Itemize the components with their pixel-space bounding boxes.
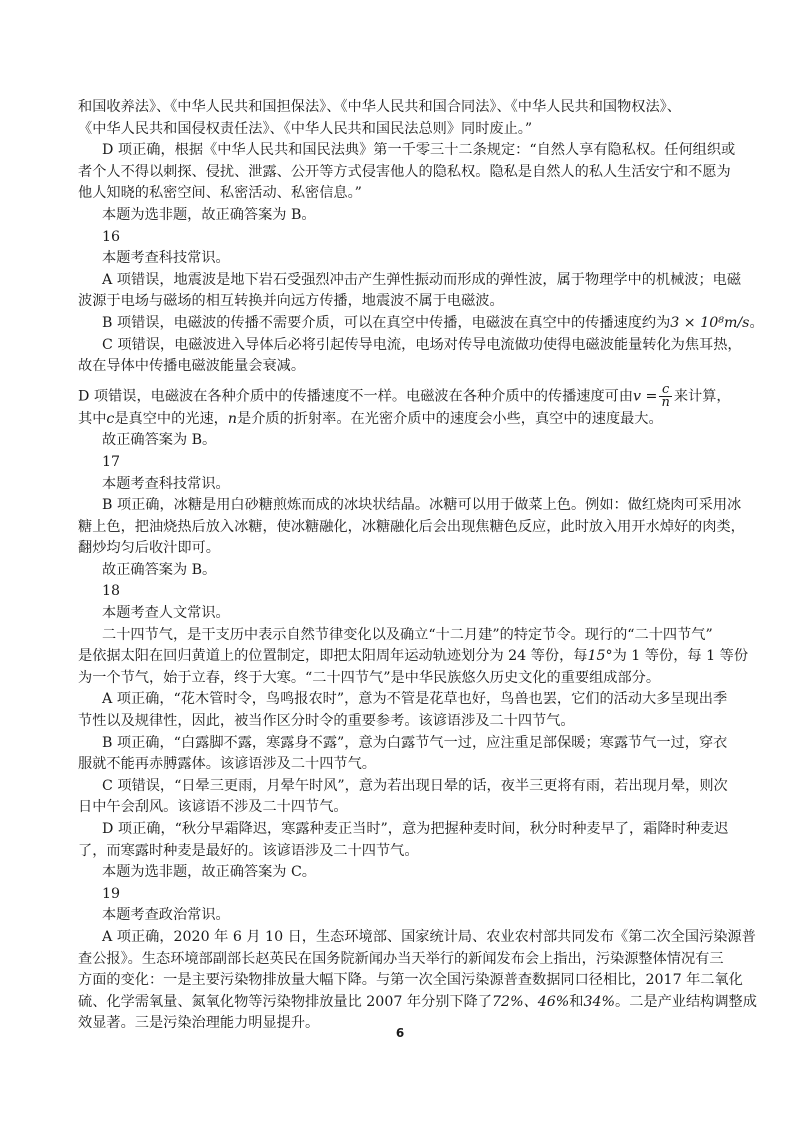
text-line: A 项错误，地震波是地下岩石受强烈冲击产生弹性振动而形成的弹性波，属于物理学中的机械波；电磁	[102, 271, 742, 288]
text-segment: 。二是产业结构调整成	[615, 993, 757, 1010]
text-line: A 项正确，“花木管时令，鸟鸣报农时”，意为不管是花草也好，鸟兽也罢，它们的活动大多呈现出季	[102, 691, 728, 708]
text-line: B 项正确，“白露脚不露，寒露身不露”，意为白露节气一过，应注重足部保暖；寒露节气一过，穿衣	[102, 734, 728, 751]
page-number: 6	[395, 1026, 405, 1040]
text-line: 本题为选非题，故正确答案为 C。	[102, 864, 316, 881]
fraction-denominator: n	[661, 394, 670, 410]
math-percent-1: 72%、	[492, 993, 538, 1010]
text-line	[78, 313, 764, 335]
text-line: 他人知晓的私密空间、私密活动、私密信息。”	[78, 185, 362, 202]
text-line: 本题考查人文常识。	[102, 605, 230, 622]
question-number: 17	[102, 453, 121, 470]
text-line: 服就不能再赤膊露体。该谚语涉及二十四节气。	[78, 756, 376, 773]
text-line: 节性以及规律性，因此，被当作区分时令的重要参考。该谚语涉及二十四节气。	[78, 713, 575, 730]
text-line: 故正确答案为 B。	[102, 432, 217, 449]
text-line	[78, 992, 757, 1014]
text-segment: 硫、化学需氧量、氮氧化物等污染物排放量比 2007 年分别下降了	[78, 993, 493, 1010]
text-line: D 项正确，根据《中华人民共和国民法典》第一千零三十二条规定：“自然人享有隐私权。任何组织或	[102, 142, 736, 159]
text-line: 《中华人民共和国侵权责任法》、《中华人民共和国民法总则》同时废止。”	[78, 120, 533, 137]
text-line: 效显著。三是污染治理能力明显提升。	[78, 1015, 320, 1032]
text-line: A 项正确，2020 年 6 月 10 日，生态环境部、国家统计局、农业农村部共同发布《第二次全国污染源普	[102, 928, 756, 945]
text-segment: D 项错误，电磁波在各种介质中的传播速度不一样。电磁波在各种介质中的传播速度可由	[78, 388, 634, 405]
math-fraction	[659, 381, 671, 410]
text-line: 二十四节气，是干支历中表示自然节律变化以及确立“十二月建”的特定节令。现行的“二十四节气”	[102, 626, 713, 643]
question-number: 18	[102, 583, 121, 600]
text-line: B 项正确，冰糖是用白砂糖煎炼而成的冰块状结晶。冰糖可以用于做菜上色。例如：做红烧肉可采用冰	[102, 497, 742, 514]
math-degree: 15°	[587, 648, 613, 665]
math-n: n	[227, 410, 237, 427]
text-line: 翻炒均匀后收汁即可。	[78, 540, 220, 557]
math-v-eq: v =	[633, 388, 658, 405]
text-line: 方面的变化：一是主要污染物排放量大幅下降。与第一次全国污染源普查数据同口径相比，2017 年二氧化	[78, 972, 743, 989]
text-line: 故在导体中传播电磁波能量会衰减。	[78, 358, 306, 375]
math-speed: 3 × 10⁸m/s	[670, 314, 750, 331]
text-line: 糖上色，把油烧热后放入冰糖，使冰糖融化，冰糖融化后会出现焦糖色反应，此时放入用开水焯好的肉类，	[78, 518, 745, 535]
text-line: 日中午会刮风。该谚语不涉及二十四节气。	[78, 799, 348, 816]
text-line: 为一个节气，始于立春，终于大寒。“二十四节气”是中华民族悠久历史文化的重要组成部分。	[78, 669, 661, 686]
fraction-numerator: c	[659, 384, 671, 397]
text-line	[78, 409, 726, 431]
text-line: 了，而寒露时种麦是最好的。该谚语涉及二十四节气。	[78, 842, 419, 859]
text-segment: 是真空中的光速，	[114, 410, 228, 427]
text-segment: 是依据太阳在回归黄道上的位置制定，即把太阳周年运动轨迹划分为 24 等份，每	[78, 648, 588, 665]
question-number: 19	[102, 885, 121, 902]
text-line: 和国收养法》、《中华人民共和国担保法》、《中华人民共和国合同法》、《中华人民共和国物权法》、	[78, 99, 681, 115]
math-c: c	[106, 410, 115, 427]
text-line	[78, 381, 731, 410]
text-line: 故正确答案为 B。	[102, 561, 217, 578]
text-line: 本题考查科技常识。	[102, 250, 230, 267]
text-segment: 其中	[78, 410, 107, 427]
text-segment: 为 1 等份，每 1 等份	[612, 648, 749, 665]
question-number: 16	[102, 228, 121, 245]
text-line: 波源于电场与磁场的相互转换并向远方传播，地震波不属于电磁波。	[78, 293, 504, 310]
text-segment: 是介质的折射率。在光密介质中的速度会小些，真空中的速度最大。	[237, 410, 663, 427]
math-percent-3: 34%	[583, 993, 616, 1010]
text-line	[78, 646, 749, 668]
text-line: 本题考查科技常识。	[102, 475, 230, 492]
text-line: 本题为选非题，故正确答案为 B。	[102, 206, 316, 223]
text-segment: 。	[749, 314, 764, 331]
text-segment: 和	[569, 993, 584, 1010]
document-body	[78, 97, 764, 1035]
text-line: 本题考查政治常识。	[102, 907, 230, 924]
text-line: C 项错误，“日晕三更雨，月晕午时风”，意为若出现日晕的话，夜半三更将有雨，若出现月晕，则次	[102, 777, 728, 794]
text-segment: B 项错误，电磁波的传播不需要介质，可以在真空中传播，电磁波在真空中的传播速度约为	[102, 314, 671, 331]
math-percent-2: 46%	[537, 993, 570, 1010]
text-line: 者个人不得以刺探、侵扰、泄露、公开等方式侵害他人的隐私权。隐私是自然人的私人生活安宁和不愿为	[78, 163, 731, 180]
text-line: C 项错误，电磁波进入导体后必将引起传导电流，电场对传导电流做功使得电磁波能量转化为焦耳热，	[102, 336, 742, 353]
text-line: 查公报》。生态环境部副部长赵英民在国务院新闻办当天举行的新闻发布会上指出，污染源整体情况有三	[78, 950, 724, 967]
text-segment: 来计算，	[673, 388, 731, 405]
text-line: D 项正确，“秋分早霜降迟，寒露种麦正当时”，意为把握种麦时间，秋分时种麦早了，霜降时种麦迟	[102, 821, 729, 837]
